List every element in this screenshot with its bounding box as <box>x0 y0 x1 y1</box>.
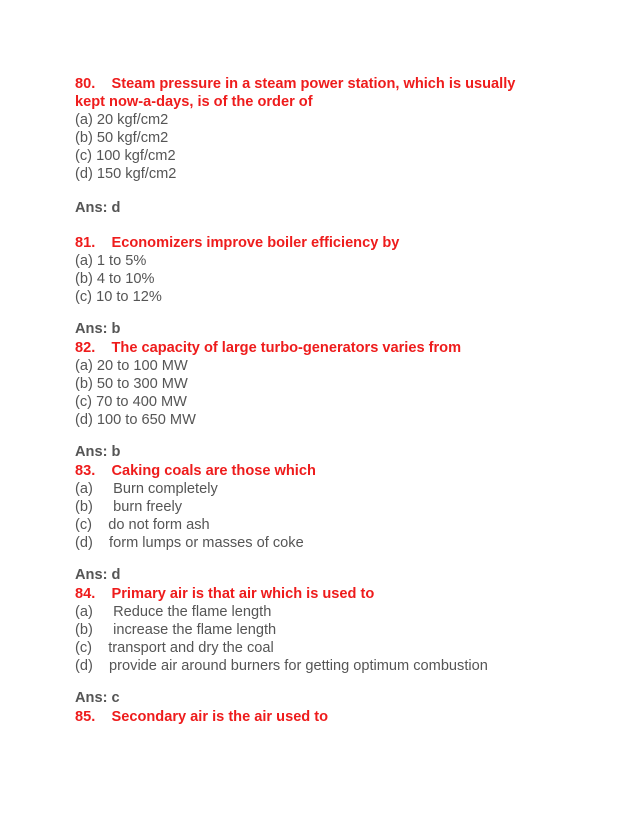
option-81-a: (a) 1 to 5% <box>75 253 147 269</box>
question-80-line-1: 80. Steam pressure in a steam power station, which is usually <box>75 76 516 92</box>
option-84-b: (b) increase the flame length <box>75 622 277 638</box>
option-83-d: (d) form lumps or masses of coke <box>75 535 304 551</box>
option-80-a: (a) 20 kgf/cm2 <box>75 112 169 128</box>
option-81-c: (c) 10 to 12% <box>75 289 162 305</box>
option-80-b: (b) 50 kgf/cm2 <box>75 130 169 146</box>
option-84-c: (c) transport and dry the coal <box>75 640 274 656</box>
question-83: 83. Caking coals are those which <box>75 463 316 479</box>
option-82-b: (b) 50 to 300 MW <box>75 376 188 392</box>
question-82: 82. The capacity of large turbo-generators varies from <box>75 340 462 356</box>
question-81: 81. Economizers improve boiler efficiency by <box>75 235 400 251</box>
option-83-c: (c) do not form ash <box>75 517 210 533</box>
option-81-b: (b) 4 to 10% <box>75 271 155 287</box>
question-80-line-2: kept now-a-days, is of the order of <box>75 94 313 110</box>
question-84: 84. Primary air is that air which is used to <box>75 586 375 602</box>
answer-81: Ans: b <box>75 321 121 337</box>
option-82-c: (c) 70 to 400 MW <box>75 394 187 410</box>
option-82-a: (a) 20 to 100 MW <box>75 358 188 374</box>
option-83-b: (b) burn freely <box>75 499 183 515</box>
question-85: 85. Secondary air is the air used to <box>75 709 329 725</box>
option-80-d: (d) 150 kgf/cm2 <box>75 166 177 182</box>
answer-80: Ans: d <box>75 200 121 216</box>
option-84-a: (a) Reduce the flame length <box>75 604 272 620</box>
option-83-a: (a) Burn completely <box>75 481 218 497</box>
option-82-d: (d) 100 to 650 MW <box>75 412 196 428</box>
answer-83: Ans: d <box>75 567 121 583</box>
answer-82: Ans: b <box>75 444 121 460</box>
answer-84: Ans: c <box>75 690 120 706</box>
option-80-c: (c) 100 kgf/cm2 <box>75 148 176 164</box>
option-84-d: (d) provide air around burners for getting optimum combustion <box>75 658 488 674</box>
